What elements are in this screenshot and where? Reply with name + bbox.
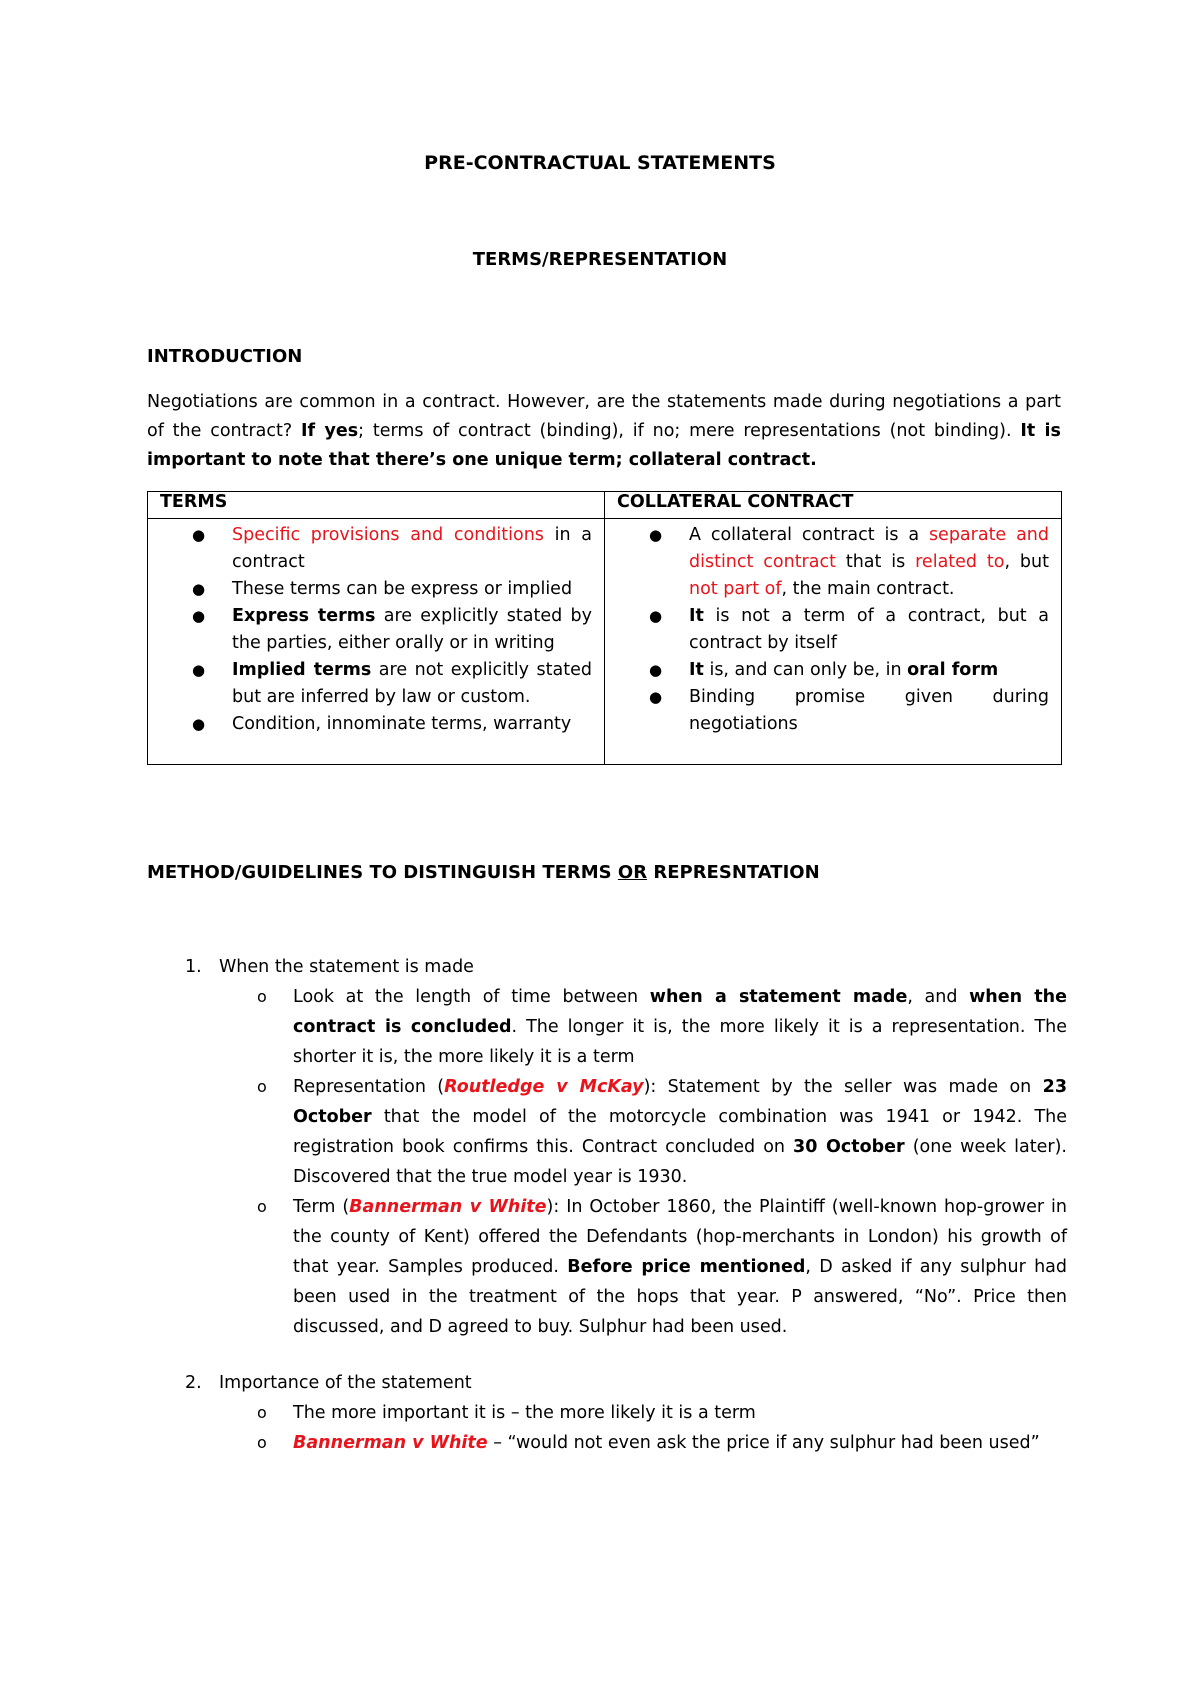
item-text: that the model of the motorcycle combination was 1941 or 1942. The registration book confirms this. Contract concluded on: [293, 1107, 1067, 1157]
terms-cell: [148, 519, 605, 765]
table-header-row: [148, 492, 1062, 519]
heading-underlined: OR: [617, 862, 648, 883]
item-text: (one week later). Discovered that the true model year is 1930.: [293, 1137, 1067, 1187]
circle-bullet-icon: o: [257, 1077, 267, 1096]
list-item: [605, 522, 1049, 603]
circle-bullet-icon: o: [257, 1403, 267, 1422]
heading-text: REPRESNTATION: [647, 862, 820, 883]
list-item: [605, 684, 1049, 738]
heading-text: METHOD/GUIDELINES TO DISTINGUISH TERMS: [147, 862, 618, 883]
bold-text: Before price mentioned: [567, 1257, 806, 1277]
highlight-text: separate and distinct contract: [689, 525, 1050, 572]
method-heading: [147, 862, 820, 883]
item-text: Representation (: [293, 1077, 445, 1097]
highlight-text: not part of: [689, 579, 782, 599]
item-text: Condition, innominate terms, warranty: [232, 714, 572, 734]
bold-text: 30 October: [793, 1137, 905, 1157]
circle-bullet-icon: o: [257, 1433, 267, 1452]
bold-text: Express terms: [232, 606, 376, 626]
item-text: These terms can be express or implied: [232, 579, 573, 599]
item-text: The more important it is – the more likely it is a term: [293, 1403, 756, 1423]
bullet-icon: ●: [192, 580, 206, 598]
intro-text-3: ; terms of contract (binding), if: [358, 421, 653, 441]
bullet-icon: ●: [192, 715, 206, 733]
bullet-icon: ●: [649, 661, 663, 679]
item-text: A collateral contract is a: [689, 525, 929, 545]
intro-text-6: It is important to note that there’s one unique term; collateral contract.: [147, 421, 1061, 470]
circle-bullet-icon: o: [257, 987, 267, 1006]
sub-item: [147, 1398, 1067, 1428]
highlight-text: Specific provisions and conditions: [232, 525, 544, 545]
bullet-icon: ●: [649, 526, 663, 544]
item-text: are explicitly stated by the parties, either orally or in writing: [232, 606, 592, 653]
intro-text-1: Negotiations are common in a contract. However, are the statements made during negotiations a part of the contract?: [147, 392, 1061, 441]
bold-text: oral form: [907, 660, 999, 680]
item-text: , the main contract.: [781, 579, 955, 599]
numbered-list-2: [147, 1369, 1067, 1458]
bold-text: Implied terms: [232, 660, 372, 680]
item-text: ): In October 1860, the Plaintiff (well-known hop-grower in the county of Kent) offered the Defendants (hop-merchants in London) his growth of that year. Samples produced.: [293, 1197, 1067, 1277]
table-body-row: [148, 519, 1062, 765]
collateral-cell: [605, 519, 1062, 765]
bullet-icon: ●: [192, 526, 206, 544]
sub-item: [147, 1072, 1067, 1192]
item-text: ): Statement by the seller was made on: [643, 1077, 1043, 1097]
intro-text-5: ; mere representations (not binding).: [674, 421, 1012, 441]
intro-text-4: no: [652, 421, 675, 441]
bullet-icon: ●: [192, 607, 206, 625]
page-subtitle: TERMS/REPRESENTATION: [472, 249, 728, 270]
highlight-text: related to: [915, 552, 1005, 572]
case-name: Routledge v McKay: [444, 1077, 644, 1097]
list-item: [605, 657, 1049, 684]
list-item: [148, 603, 592, 657]
case-name: Bannerman v White: [293, 1433, 488, 1453]
list-item: [605, 603, 1049, 657]
item-text: in a contract: [232, 525, 592, 572]
bold-text: It: [689, 660, 704, 680]
list-item: [148, 576, 592, 603]
case-name: Bannerman v White: [349, 1197, 547, 1217]
bold-text: 23 October: [293, 1077, 1067, 1127]
bullet-icon: ●: [649, 688, 663, 706]
item-text: When the statement is made: [219, 957, 474, 977]
item-text: , and: [907, 987, 970, 1007]
list-item: [148, 522, 592, 576]
item-text: , D asked if any sulphur had been used in the treatment of the hops that year. P answered, “No”. Price then discussed, and D agreed to buy. Sulphur had been used.: [293, 1257, 1067, 1337]
intro-text-2: If yes: [301, 421, 359, 441]
sub-item: [147, 1428, 1067, 1458]
comparison-table: [147, 491, 1062, 765]
list-item: [148, 711, 592, 738]
bullet-icon: ●: [192, 661, 206, 679]
item-text: Term (: [293, 1197, 350, 1217]
bold-text: It: [689, 606, 704, 626]
collateral-list: [605, 519, 1061, 738]
list-number: 2.: [185, 1373, 202, 1393]
item-text: is, and can only be, in: [703, 660, 908, 680]
intro-heading: INTRODUCTION: [147, 346, 303, 367]
collateral-column-header: COLLATERAL CONTRACT: [605, 492, 1062, 519]
list-item: [147, 1369, 1067, 1398]
terms-list: [148, 519, 604, 738]
item-text: . The longer it is, the more likely it is a representation. The shorter it is, the more likely it is a term: [293, 1017, 1068, 1067]
item-text: – “would not even ask the price if any sulphur had been used”: [487, 1433, 1040, 1453]
item-text: that is: [835, 552, 916, 572]
sub-item: [147, 1192, 1067, 1342]
list-number: 1.: [185, 957, 202, 977]
bold-text: when a statement made: [649, 987, 908, 1007]
item-text: is not a term of a contract, but a contract by itself: [689, 606, 1049, 653]
list-item: [148, 657, 592, 711]
item-text: Importance of the statement: [219, 1373, 472, 1393]
item-text: , but: [1004, 552, 1049, 572]
item-text: Binding promise given during negotiations: [689, 687, 1049, 734]
intro-paragraph: [147, 388, 1061, 475]
page-title: PRE-CONTRACTUAL STATEMENTS: [424, 152, 776, 174]
sub-item: [147, 982, 1067, 1072]
list-item: [147, 953, 1067, 982]
terms-column-header: TERMS: [148, 492, 605, 519]
numbered-list-1: [147, 953, 1067, 1342]
bold-text: when the contract is concluded: [293, 987, 1067, 1037]
item-text: are not explicitly stated but are inferred by law or custom.: [232, 660, 592, 707]
bullet-icon: ●: [649, 607, 663, 625]
item-text: Look at the length of time between: [293, 987, 650, 1007]
circle-bullet-icon: o: [257, 1197, 267, 1216]
